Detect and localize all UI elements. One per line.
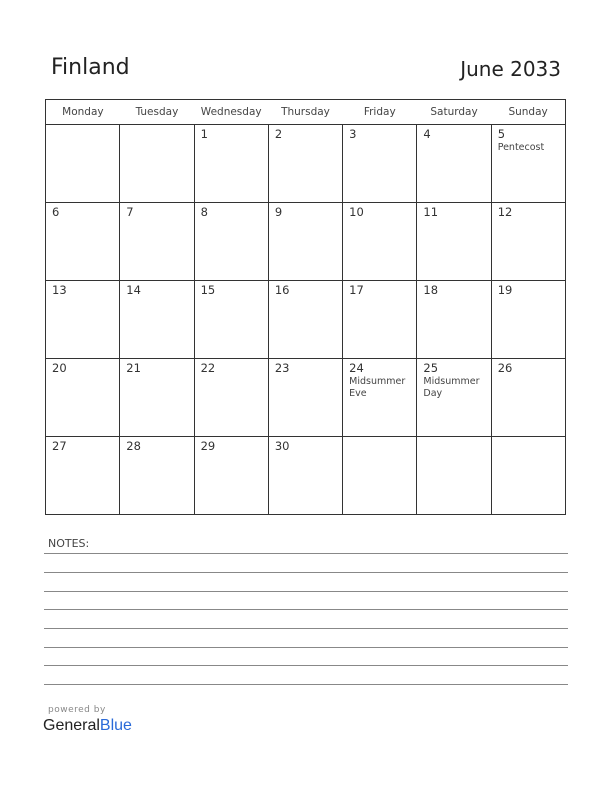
empty-day-cell — [491, 437, 565, 515]
day-number: 3 — [349, 127, 357, 141]
note-line — [44, 684, 568, 685]
day-number: 17 — [349, 283, 364, 297]
note-line — [44, 572, 568, 573]
empty-day-cell — [120, 125, 194, 203]
day-number: 1 — [200, 127, 208, 141]
note-line — [44, 591, 568, 592]
day-cell-29 — [194, 437, 268, 515]
holiday-label: Midsummer Day — [423, 376, 480, 399]
weekday-header: Thursday — [268, 100, 342, 125]
week-row — [46, 437, 566, 515]
day-cell-3 — [343, 125, 417, 203]
day-number: 7 — [126, 205, 134, 219]
day-cell-11 — [417, 203, 491, 281]
empty-day-cell — [417, 437, 491, 515]
day-cell-10 — [343, 203, 417, 281]
day-number: 2 — [274, 127, 283, 141]
day-number: 16 — [274, 283, 290, 297]
day-cell-16 — [268, 281, 342, 359]
day-cell-1 — [194, 125, 268, 203]
weekday-header: Saturday — [417, 100, 491, 125]
day-number: 9 — [274, 205, 283, 219]
day-number: 29 — [200, 439, 216, 453]
note-line — [44, 647, 568, 648]
holiday-label: Pentecost — [497, 142, 545, 153]
day-number: 10 — [349, 205, 364, 219]
weekday-header-row — [46, 100, 566, 125]
day-number: 20 — [52, 361, 67, 375]
day-number: 23 — [274, 361, 290, 375]
day-number: 21 — [126, 361, 141, 375]
weekday-header: Sunday — [491, 100, 565, 125]
day-number: 22 — [200, 361, 216, 375]
note-line — [44, 609, 568, 610]
day-cell-15 — [194, 281, 268, 359]
day-number: 24 — [349, 361, 364, 375]
day-number: 6 — [52, 205, 60, 219]
notes-label: NOTES: — [48, 537, 90, 550]
day-cell-7 — [120, 203, 194, 281]
day-cell-17 — [343, 281, 417, 359]
note-line — [44, 553, 568, 554]
day-cell-2 — [268, 125, 342, 203]
brand-general: General — [43, 717, 100, 734]
day-cell-8 — [194, 203, 268, 281]
week-row — [46, 203, 566, 281]
generalblue-logo[interactable] — [43, 717, 132, 735]
day-cell-24 — [343, 359, 417, 437]
week-row — [46, 359, 566, 437]
day-number: 26 — [497, 361, 513, 375]
day-cell-23 — [268, 359, 342, 437]
day-number: 18 — [423, 283, 439, 297]
empty-day-cell — [343, 437, 417, 515]
weekday-header: Friday — [343, 100, 417, 125]
empty-day-cell — [46, 125, 120, 203]
calendar-grid — [45, 99, 566, 515]
weekday-header: Monday — [46, 100, 120, 125]
day-number: 11 — [423, 205, 439, 219]
day-cell-19 — [491, 281, 565, 359]
day-number: 12 — [497, 205, 513, 219]
week-row — [46, 125, 566, 203]
day-cell-21 — [120, 359, 194, 437]
day-number: 4 — [423, 127, 431, 141]
month-year-title: June 2033 — [460, 57, 561, 81]
day-number: 19 — [497, 283, 513, 297]
day-cell-9 — [268, 203, 342, 281]
day-cell-12 — [491, 203, 565, 281]
day-cell-18 — [417, 281, 491, 359]
week-row — [46, 281, 566, 359]
day-cell-6 — [46, 203, 120, 281]
day-cell-5 — [491, 125, 565, 203]
day-cell-27 — [46, 437, 120, 515]
weekday-header: Tuesday — [120, 100, 194, 125]
day-number: 8 — [200, 205, 208, 219]
day-cell-25 — [417, 359, 491, 437]
day-cell-22 — [194, 359, 268, 437]
weekday-header: Wednesday — [194, 100, 268, 125]
day-cell-14 — [120, 281, 194, 359]
day-cell-26 — [491, 359, 565, 437]
day-number: 15 — [200, 283, 216, 297]
holiday-label: Midsummer Eve — [349, 376, 406, 399]
note-line — [44, 628, 568, 629]
day-number: 13 — [52, 283, 67, 297]
day-number: 14 — [126, 283, 141, 297]
day-number: 28 — [126, 439, 141, 453]
day-cell-20 — [46, 359, 120, 437]
brand-blue: Blue — [99, 717, 132, 734]
day-number: 30 — [274, 439, 290, 453]
country-title: Finland — [51, 55, 130, 80]
day-cell-28 — [120, 437, 194, 515]
note-line — [44, 665, 568, 666]
day-number: 5 — [497, 127, 506, 141]
day-cell-13 — [46, 281, 120, 359]
day-cell-4 — [417, 125, 491, 203]
powered-by-text: powered by — [48, 705, 106, 715]
day-cell-30 — [268, 437, 342, 515]
day-number: 25 — [423, 361, 439, 375]
day-number: 27 — [52, 439, 67, 453]
